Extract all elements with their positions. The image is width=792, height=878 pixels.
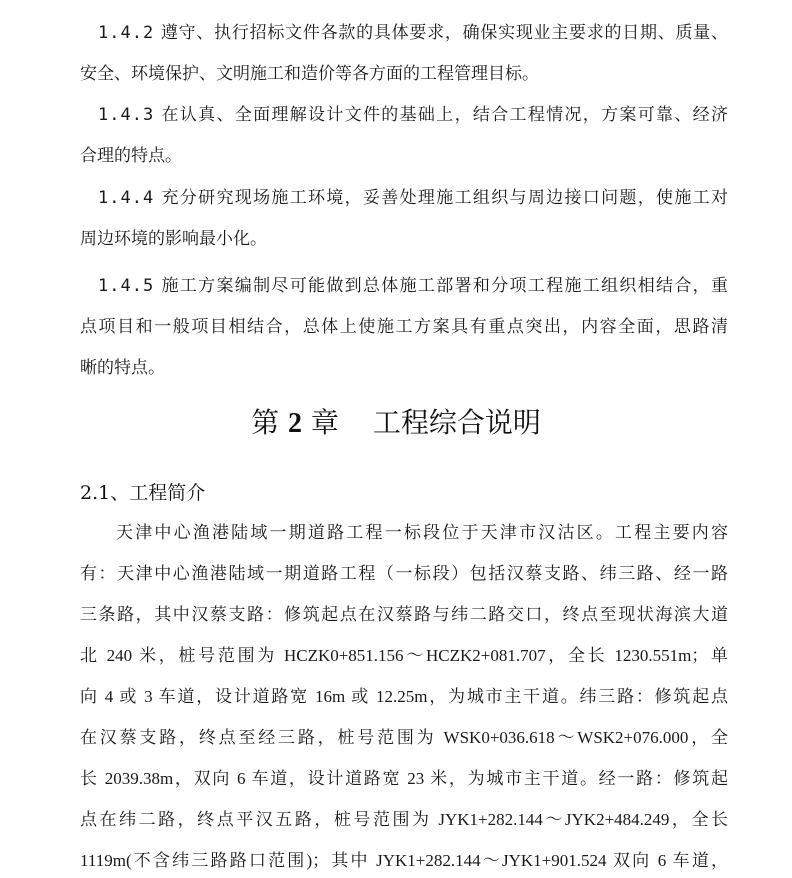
paragraph-1-4-5-line-3: 晰的特点。 [80, 358, 165, 378]
paragraph-1-4-4-line-2: 周边环境的影响最小化。 [80, 229, 267, 249]
body-line-5: 向 4 或 3 车道，设计道路宽 16m 或 12.25m，为城市主干道。纬三路：修筑起点 [80, 687, 728, 706]
paragraph-1-4-3-line-2: 合理的特点。 [80, 146, 182, 166]
chapter-title [0, 406, 792, 441]
chapter-suffix: 章 [310, 406, 339, 439]
body-line-4: 北 240 米，桩号范围为 HCZK0+851.156～HCZK2+081.707，全长 1230.551m；单 [80, 646, 728, 665]
body-line-2: 有：天津中心渔港陆域一期道路工程（一标段）包括汉蔡支路、纬三路、经一路 [80, 564, 728, 584]
body-line-1: 天津中心渔港陆域一期道路工程一标段位于天津市汉沽区。工程主要内容 [116, 523, 728, 543]
paragraph-1-4-3-line-1 [98, 104, 728, 126]
chapter-name: 工程综合说明 [372, 406, 541, 439]
paragraph-text: 遵守、执行招标文件各款的具体要求，确保实现业主要求的日期、质量、 [160, 23, 728, 43]
body-line-3: 三条路，其中汉蔡支路：修筑起点在汉蔡路与纬二路交口，终点至现状海滨大道 [80, 605, 728, 625]
paragraph-1-4-4-line-1 [98, 187, 728, 209]
paragraph-1-4-2-line-2: 安全、环境保护、文明施工和造价等各方面的工程管理目标。 [80, 64, 539, 84]
body-line-7: 长 2039.38m，双向 6 车道，设计道路宽 23 米，为城市主干道。经一路：修筑起 [80, 769, 728, 788]
body-line-9: 1119m(不含纬三路路口范围)；其中 JYK1+282.144～JYK1+901.524 双向 6 车道， [80, 851, 728, 870]
item-number: 1.4.3 [98, 105, 155, 125]
paragraph-1-4-5-line-2: 点项目和一般项目相结合，总体上使施工方案具有重点突出，内容全面，思路清 [80, 317, 728, 337]
body-line-8: 点在纬二路，终点平汉五路，桩号范围为 JYK1+282.144～JYK2+484.249，全长 [80, 810, 728, 829]
chapter-prefix: 第 [251, 406, 280, 439]
body-line-6: 在汉蔡支路，终点至经三路，桩号范围为 WSK0+036.618～WSK2+076.000，全 [80, 728, 728, 747]
item-number: 1.4.5 [98, 276, 155, 296]
item-number: 1.4.2 [98, 23, 155, 43]
section-heading: 2.1、工程简介 [80, 482, 206, 504]
paragraph-text: 在认真、全面理解设计文件的基础上，结合工程情况，方案可靠、经济 [160, 105, 728, 125]
item-number: 1.4.4 [98, 188, 155, 208]
paragraph-1-4-5-line-1 [98, 275, 728, 297]
paragraph-text: 充分研究现场施工环境，妥善处理施工组织与周边接口问题，使施工对 [160, 188, 728, 208]
paragraph-1-4-2-line-1 [98, 22, 728, 44]
chapter-number: 2 [287, 408, 302, 439]
paragraph-text: 施工方案编制尽可能做到总体施工部署和分项工程施工组织相结合，重 [160, 276, 728, 296]
